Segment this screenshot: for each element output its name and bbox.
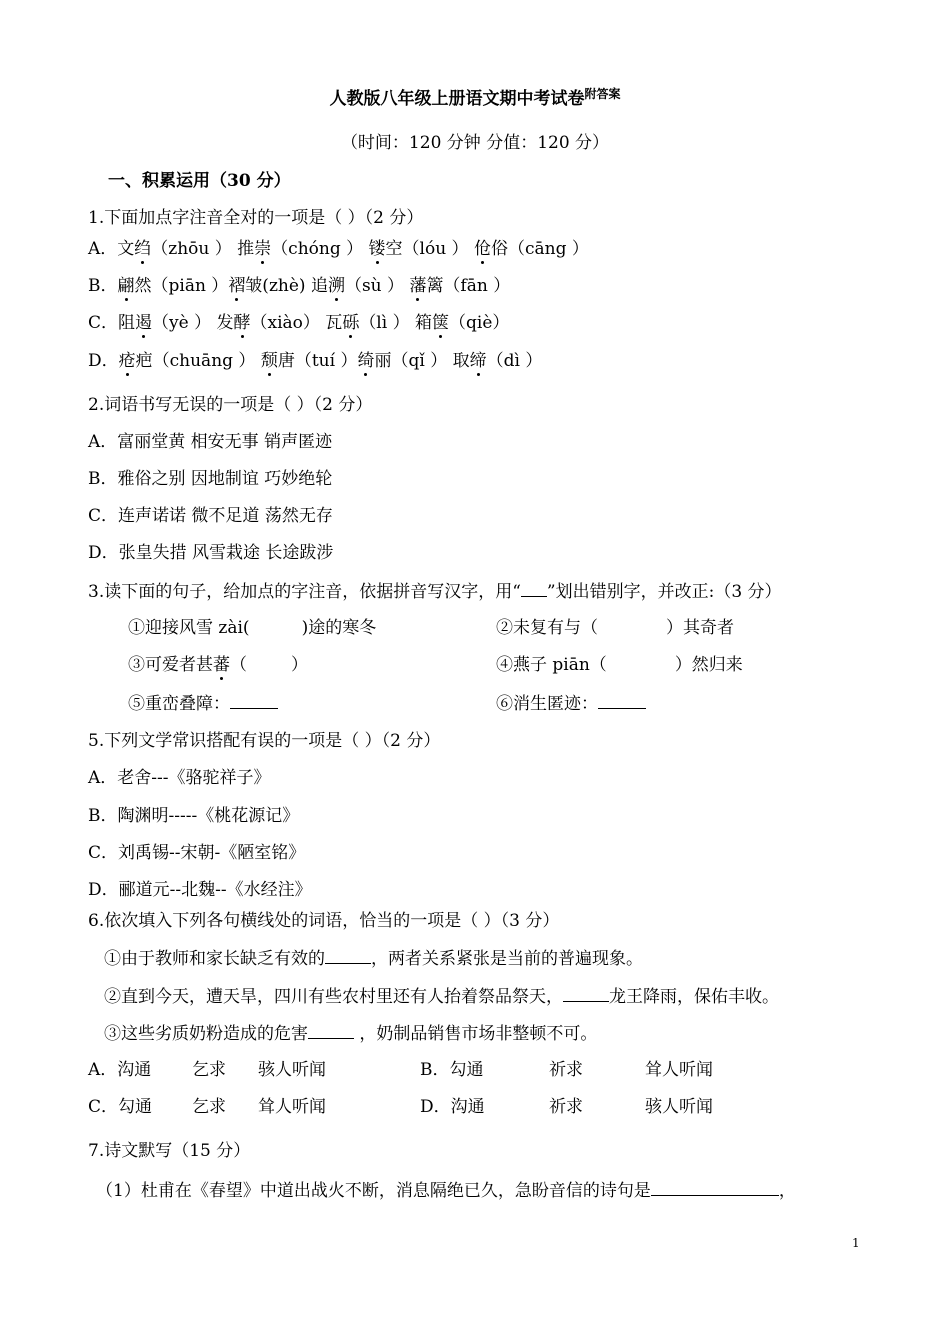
q5-option-a: A．老舍---《骆驼祥子》 (88, 768, 271, 788)
q5-option-d: D．郦道元--北魏--《水经注》 (88, 880, 312, 900)
q3-dotted: 蕃 (213, 655, 230, 675)
q3-stem (88, 580, 782, 603)
q1d-text: D． (88, 351, 119, 371)
q1c-text: （yè ） 发 (152, 313, 234, 333)
q6-stem: 6.依次填入下列各句横线处的词语，恰当的一项是（ ）（3 分） (88, 911, 560, 931)
q2-option-b: B．雅俗之别 因地制谊 巧妙绝轮 (88, 469, 333, 489)
q1d-text: （dì ） (486, 351, 543, 371)
q1c-dotted: 箧 (432, 313, 449, 333)
q6-option-a-2: 乞求 (192, 1060, 226, 1080)
q1a-text: （zhōu ） 推 (151, 239, 255, 259)
q1c-dotted: 遏 (135, 313, 153, 333)
q3-item-text: ④燕子 piān（ (496, 655, 607, 675)
answer-blank[interactable] (325, 947, 371, 964)
q3-item-6 (496, 692, 646, 715)
q1c-dotted: 酵 (233, 313, 251, 333)
answer-blank[interactable] (651, 1179, 779, 1196)
q1b-text: 皱(zhè) 追 (245, 276, 328, 296)
q3-item-5 (128, 692, 278, 715)
q2-option-d: D．张皇失措 风雪栽途 长途跋涉 (88, 543, 334, 563)
q1c-text: （qiè） (449, 313, 510, 333)
q2-option-a: A．富丽堂黄 相安无事 销声匿迹 (88, 432, 333, 452)
q7-text: ， (778, 1181, 796, 1201)
underline-sample (521, 580, 547, 597)
q1b-dotted: 褶 (228, 276, 246, 296)
page-number: 1 (852, 1236, 860, 1250)
q1c-text: C．阻 (88, 313, 136, 333)
q6-sentence-3 (104, 1022, 597, 1045)
q1a-text: （chóng ） (271, 239, 369, 259)
q3-item-text: ）其奇者 (666, 618, 734, 638)
q6-option-b-1: B．勾通 (420, 1060, 484, 1080)
q6-text: ②直到今天，遭天旱，四川有些农村里还有人抬着祭品祭天， (104, 987, 563, 1007)
q6-text: ①由于教师和家长缺乏有效的 (104, 949, 325, 969)
q6-option-d-1: D．沟通 (420, 1097, 485, 1117)
q1a-dotted: 伧 (473, 239, 491, 259)
q6-option-b-3: 耸人听闻 (645, 1060, 713, 1080)
q3-item-4 (496, 654, 743, 676)
q6-option-d-3: 骇人听闻 (645, 1097, 713, 1117)
q6-option-d-2: 祈求 (549, 1097, 583, 1117)
title-text: 人教版八年级上册语文期中考试卷 (329, 89, 585, 109)
q3-item-text: )途的寒冬 (301, 618, 377, 638)
q1-option-a (88, 238, 589, 260)
q1b-dotted: 溯 (327, 276, 345, 296)
q1d-dotted: 绮 (357, 351, 375, 371)
q1c-text: （lì ） 箱 (359, 313, 432, 333)
q1d-dotted: 疮 (118, 351, 136, 371)
q1-option-c (88, 312, 509, 334)
q6-option-c-2: 乞求 (192, 1097, 226, 1117)
page-title (0, 88, 950, 111)
title-superscript: 附答案 (584, 87, 621, 101)
q1-stem: 1.下面加点字注音全对的一项是（ ）（2 分） (88, 208, 424, 228)
q5-option-c: C．刘禹锡--宋朝-《陋室铭》 (88, 843, 306, 863)
q1a-dotted: 镂 (368, 239, 386, 259)
q3-stem-text: ”划出错别字，并改正:（3 分） (546, 582, 782, 602)
q2-stem: 2.词语书写无误的一项是（ ）（2 分） (88, 395, 373, 415)
q3-item-2 (496, 617, 734, 639)
q6-text: ，两者关系紧张是当前的普遍现象。 (371, 949, 643, 969)
q3-item-text: ） (291, 655, 308, 675)
q1d-dotted: 颓 (260, 351, 278, 371)
q3-stem-text: 3.读下面的句子，给加点的字注音，依据拼音写汉字，用“ (88, 582, 521, 602)
q1c-dotted: 砾 (342, 313, 360, 333)
q3-item-text: （ (230, 655, 247, 675)
q6-option-a-1: A．沟通 (88, 1060, 152, 1080)
q3-item-text: ⑤重峦叠障： (128, 694, 230, 714)
q6-text: ③这些劣质奶粉造成的危害 (104, 1024, 308, 1044)
q7-text: （1）杜甫在《春望》中道出战火不断，消息隔绝已久，急盼音信的诗句是 (96, 1181, 651, 1201)
q7-stem: 7.诗文默写（15 分） (88, 1141, 251, 1161)
q1a-text: 空（lóu ） (385, 239, 474, 259)
q6-sentence-1 (104, 947, 643, 970)
q1a-dotted: 绉 (134, 239, 152, 259)
q1d-text: 丽（qǐ ） 取 (374, 351, 470, 371)
q3-item-3 (128, 654, 308, 676)
q2-option-c: C．连声诺诺 微不足道 荡然无存 (88, 506, 333, 526)
q1a-dotted: 崇 (254, 239, 272, 259)
q6-text: ，奶制品销售市场非整顿不可。 (354, 1024, 598, 1044)
page-subtitle: （时间：120 分钟 分值：120 分） (340, 133, 610, 153)
q5-option-b: B．陶渊明-----《桃花源记》 (88, 806, 300, 826)
q6-option-c-1: C．勾通 (88, 1097, 153, 1117)
q1-option-d (88, 350, 542, 372)
q6-option-b-2: 祈求 (549, 1060, 583, 1080)
q6-option-a-3: 骇人听闻 (258, 1060, 326, 1080)
answer-blank[interactable] (598, 692, 646, 709)
q1d-dotted: 缔 (469, 351, 487, 371)
q1b-text: 然（piān ） (134, 276, 229, 296)
q3-item-text: ②未复有与（ (496, 618, 598, 638)
q7-item-1 (96, 1179, 796, 1202)
answer-blank[interactable] (563, 985, 609, 1002)
q1a-text: 俗（cāng ） (490, 239, 589, 259)
q6-text: 龙王降雨，保佑丰收。 (609, 987, 779, 1007)
q1b-dotted: 翩 (117, 276, 135, 296)
q1d-text: 唐（tuí ） (277, 351, 358, 371)
answer-blank[interactable] (230, 692, 278, 709)
q1d-text: 疤（chuāng ） (135, 351, 261, 371)
q3-item-text: ③可爱者甚 (128, 655, 213, 675)
q1a-text: A．文 (88, 239, 135, 259)
q3-item-text: ）然归来 (674, 655, 743, 675)
q1b-dotted: 藩 (409, 276, 427, 296)
q3-item-text: ⑥消生匿迹： (496, 694, 598, 714)
q1c-text: （xiào） 瓦 (250, 313, 343, 333)
q1b-text: B． (88, 276, 118, 296)
q6-option-c-3: 耸人听闻 (258, 1097, 326, 1117)
section-heading: 一、积累运用（30 分） (108, 171, 291, 191)
q6-sentence-2 (104, 985, 779, 1008)
q1b-text: （sù ） (344, 276, 410, 296)
q3-item-text: ①迎接风雪 zài( (128, 618, 250, 638)
q1b-text: 篱（fān ） (426, 276, 511, 296)
answer-blank[interactable] (308, 1022, 354, 1039)
q1-option-b (88, 275, 510, 297)
q5-stem: 5.下列文学常识搭配有误的一项是（ ）（2 分） (88, 731, 441, 751)
q3-item-1 (128, 617, 376, 639)
